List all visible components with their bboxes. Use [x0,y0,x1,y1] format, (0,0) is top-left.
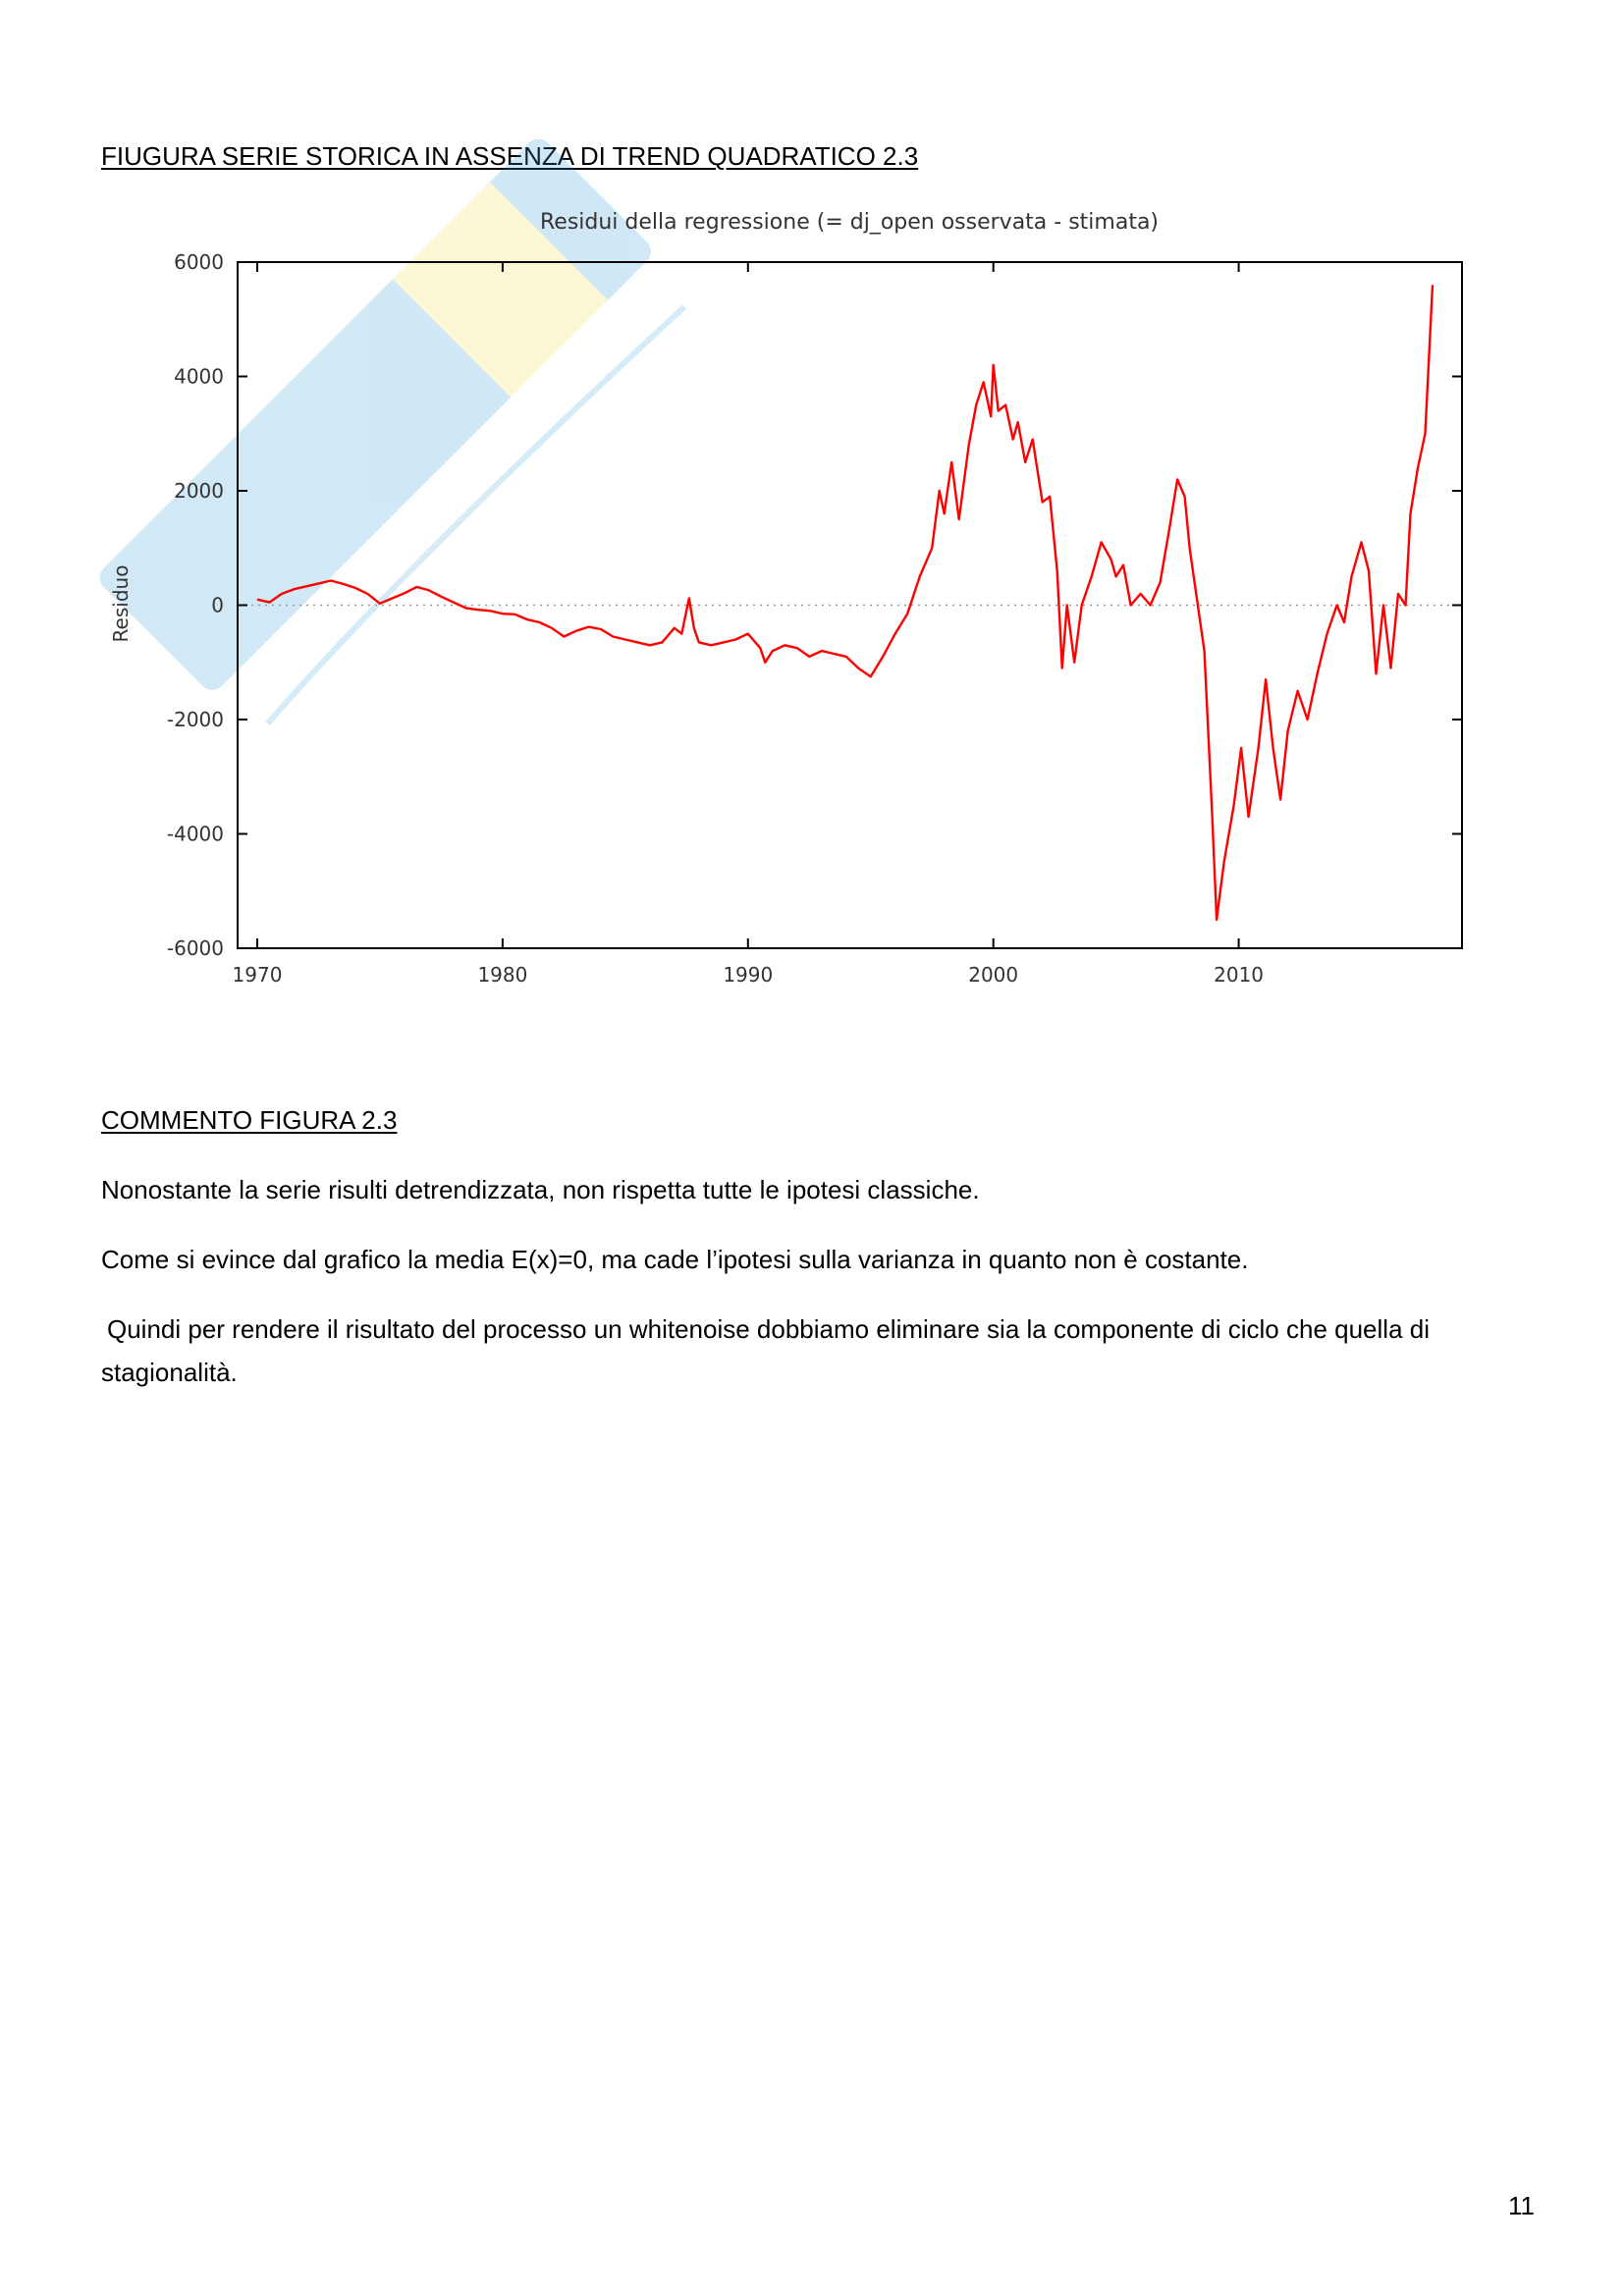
y-tick-label: -4000 [166,822,224,846]
x-axis-ticks [233,262,1265,987]
figure-heading: FIUGURA SERIE STORICA IN ASSENZA DI TREND QUADRATICO 2.3 [101,141,919,171]
y-tick-label: -6000 [166,936,224,960]
x-tick-label: 1980 [477,963,528,987]
paragraph-2: Come si evince dal grafico la media E(x)=0, ma cade l’ipotesi sulla varianza in quanto non è costante. [101,1245,1249,1274]
y-tick-label: 0 [211,593,224,617]
comment-heading: COMMENTO FIGURA 2.3 [101,1105,398,1135]
paragraph-3: Quindi per rendere il risultato del processo un whitenoise dobbiamo eliminare sia la componente di ciclo che quella di stagionalità. [101,1314,1430,1387]
x-tick-label: 1970 [232,963,283,987]
y-tick-label: 4000 [174,364,224,389]
residuals-chart [98,196,1492,1001]
y-axis-ticks [167,250,1462,960]
x-tick-label: 1990 [723,963,774,987]
chart-title: Residui della regressione (= dj_open osservata - stimata) [539,210,1160,235]
y-tick-label: 2000 [174,479,224,503]
y-tick-label: -2000 [166,708,224,731]
y-tick-label: 6000 [174,250,224,274]
paragraph-1: Nonostante la serie risulti detrendizzata, non rispetta tutte le ipotesi classiche. [101,1175,980,1204]
x-tick-label: 2010 [1214,963,1265,987]
x-tick-label: 2000 [968,963,1019,987]
residuals-series-line [257,285,1433,920]
y-axis-label: Residuo [109,564,133,643]
page-number: 11 [1508,2191,1535,2220]
